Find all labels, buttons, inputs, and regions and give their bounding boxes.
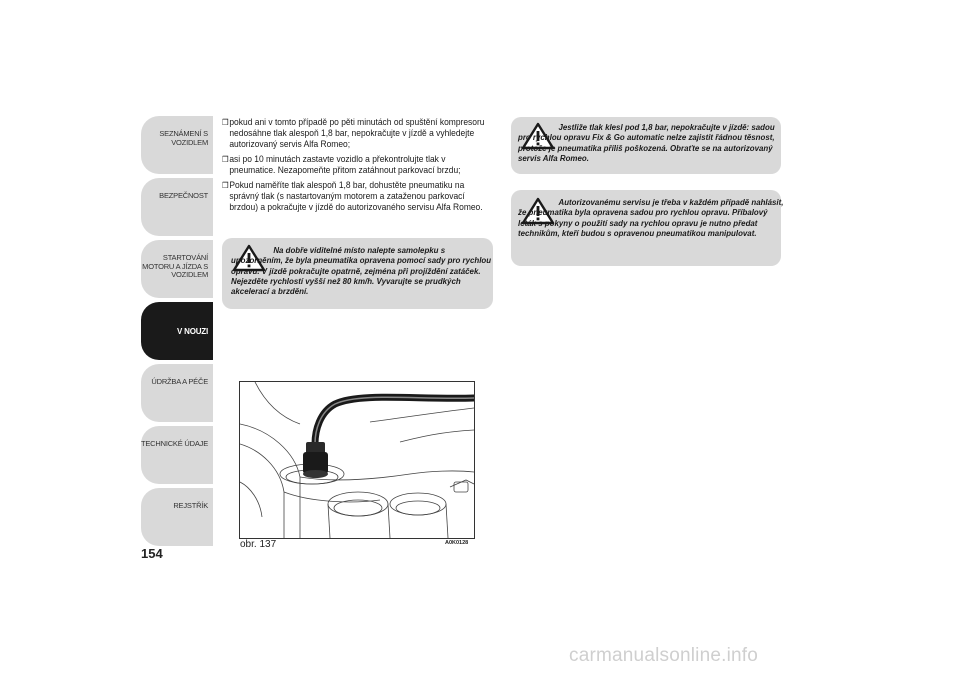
warning-text: Jestliže tlak klesl pod 1,8 bar, nepokračujte v jízdě: sadou pro rychlou opravu Fix & Go automatic nelze zajistit řádnou těsnost, protože je pneumatika příliš poškozená. Obraťte se na autorizovaný servis Alfa Romeo.: [518, 122, 775, 163]
checkbox-bullet-icon: ❒: [222, 118, 229, 127]
list-item-text: pokud ani v tomto případě po pěti minutách od spuštění kompresoru nedosáhne tlak alespoň 1,8 bar, nepokračujte v jízdě a vyhledejte autorizovaný servis Alfa Romeo;: [229, 117, 485, 149]
tab-bezpecnost[interactable]: [141, 178, 213, 236]
checkbox-bullet-icon: ❒: [222, 181, 229, 190]
tab-label: REJSTŘÍK: [173, 501, 208, 510]
tab-label: V NOUZI: [176, 327, 208, 336]
tab-label: SEZNÁMENÍ S VOZIDLEM: [159, 129, 208, 147]
list-item: [222, 117, 493, 150]
tab-label: STARTOVÁNÍ MOTORU A JÍZDA S VOZIDLEM: [142, 253, 208, 279]
warning-text: Na dobře viditelné místo nalepte samolepku s upozorněním, že byla pneumatika opravena pomocí sady pro rychlou opravu. V jízdě pokračujte opatrně, zejména při projíždění zatáček. Nejezděte rychlostí vyšší než 80 km/h. Vyvarujte se prudkých akcelerací a brzdění.: [231, 245, 492, 297]
warning-text: Autorizovanému servisu je třeba v každém případě nahlásit, že pneumatika byla opravena sadou pro rychlou opravu. Příbalový leták s pokyny o použití sady na rychlou opravu je nutno předat technikům, kteří budou s opravenou pneumatikou manipulovat.: [518, 197, 784, 238]
list-item-text: Pokud naměříte tlak alespoň 1,8 bar, dohustěte pneumatiku na správný tlak (s nastartovaným motorem a zataženou parkovací brzdou) a pokračujte v jízdě do autorizovaného servisu Alfa Romeo.: [229, 180, 483, 212]
warning-box-service: [511, 190, 784, 266]
page-number: 154: [141, 546, 163, 561]
checkbox-bullet-icon: ❒: [222, 155, 229, 164]
warning-box-pressure: [511, 117, 781, 174]
tab-label: TECHNICKÉ ÚDAJE: [141, 439, 209, 448]
tab-label: BEZPEČNOST: [159, 191, 208, 200]
compressor-plug-illustration: [240, 382, 474, 538]
tab-v-nouzi[interactable]: [141, 302, 213, 360]
tab-udrzba[interactable]: [141, 364, 213, 422]
watermark: carmanualsonline.info: [569, 645, 759, 666]
illustration-figure: [239, 381, 475, 539]
tab-technicke-udaje[interactable]: [141, 426, 213, 484]
list-item-text: asi po 10 minutách zastavte vozidlo a překontrolujte tlak v pneumatice. Nezapomeňte přitom zatáhnout parkovací brzdu;: [229, 154, 461, 175]
figure-caption: obr. 137: [240, 539, 277, 550]
figure-code: A0K0128: [445, 540, 469, 546]
tab-startovani[interactable]: [141, 240, 213, 298]
tab-label: ÚDRŽBA A PÉČE: [151, 377, 208, 386]
list-item: [222, 154, 493, 176]
tab-rejstrik[interactable]: [141, 488, 213, 546]
tab-seznameni[interactable]: [141, 116, 213, 174]
instruction-list: [222, 117, 494, 217]
chapter-tabs: [141, 116, 213, 550]
warning-box-sticker: [222, 238, 493, 309]
list-item: [222, 180, 493, 213]
